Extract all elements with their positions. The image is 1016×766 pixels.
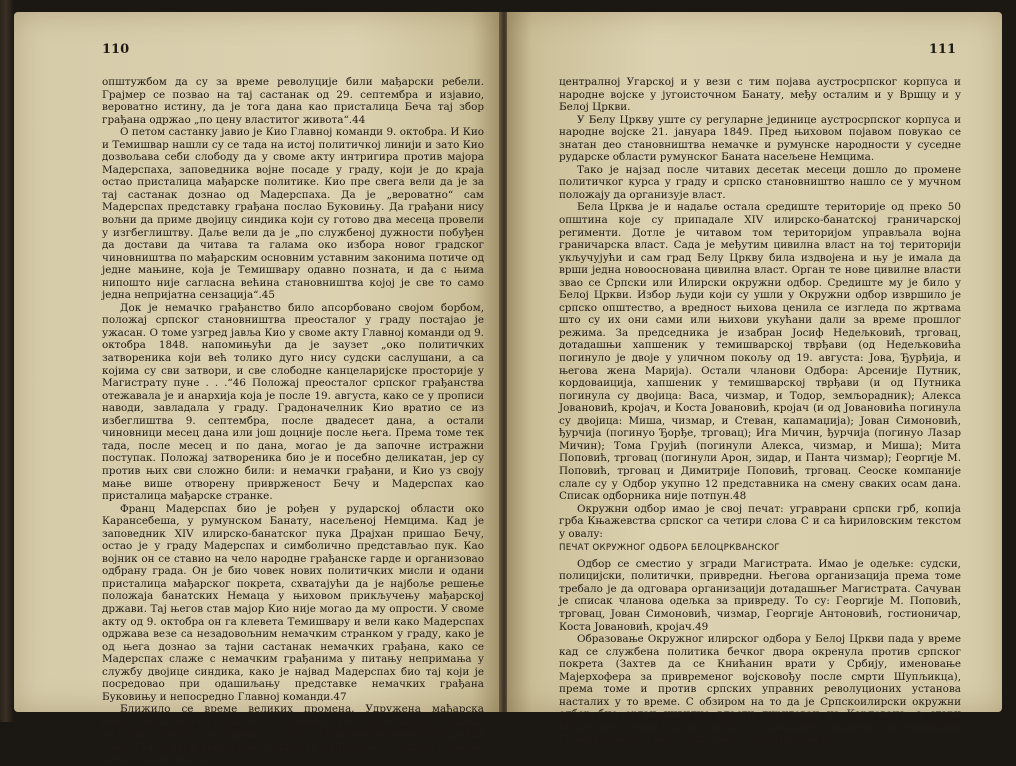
paragraph: У Белу Цркву уште су регуларне јединице аустросрпског корпуса и народне војске 21. јануара 1849. Пред њиховом појавом повукао се знатан део становништва немачке и румунске народности у суседне рударске области румунског Баната насељене Немцима. <box>559 113 961 164</box>
paragraph: О петом састанку јавио је Кио Главној команди 9. октобра. И Кио и Темишвар нашли су се тада на истој политичкој линији и зато Кио дозвољава себи слободу да у своме акту интригира против мајора Мадерспаха, заповедника војне посаде у граду, који је до краја остао присталица мађарске политике. Кио пре свега вели да је за тај састанак дознао од Мадерспаха. Да је „вероватно“ сам Мадерспах представку грађана послао Буковињу. Да грађани нису вољни да приме двојицу синдика који су готово два месеца провели у изгбеглиштву. Даље вели да је „по службеној дужности побуђен да достави да читава та галама око избора новог градског чиновништва по мађарским основним уставним законима потиче од једне мањине, која је Темишвару одавно позната, и да с њима нипошто није сагласна већина становништва којој је све то само једна непријатна сензација“.45 <box>102 126 484 302</box>
stamp-inscription: ПЕЧАТ ОКРУЖНОГ ОДБОРА БЕЛОЦРКВАНСКОГ <box>559 543 780 554</box>
paragraph: Бела Црква је и надаље остала средиште територије од преко 50 општина које су припадале XIV илирско-банатској граничарској регименти. Дотле је читавом том територијом управљала војна граничарска власт. Сада је међутим цивилна власт на тој територији укључујући и сам град Белу Цркву била издвојена и њу је имала да врши једна новоoснована цивилна власт. Орган те нове цивилне власти звао се Српски или Илирски окружни одбор. Средиште му је било у Белој Цркви. Избор људи који су ушли у Окружни одбор извршило је српско општество, а вредност њихова ценила се изгледа по жртвама што су их они сами или њихови укућани дали за време прошлог режима. За председника је изабран Јосиф Недељковић, трговац, дотадашњи хапшеник у темишварској тврђави (од Недељковића погинуло је двоје у уличном покољу од 19. августа: Јова, Ђурђија, и његова жена Марија). Остали чланови Одбора: Арсеније Путник, кордоваиција, хапшеник у темишварској тврђави (и од Путника погинула су двојица: Васа, чизмар, и Тодор, земљорадник); Алекса Јовановић, кројач, и Коста Јовановић, кројач (и од Јовановића погинула су двојица: Миша, чизмар, и Стеван, капамаџија); Јован Симоновић, ђурчија (погинуо Ђорђе, трговац); Ига Мичин, ђурчија (погинуо Лазар Мичин); Тома Грујић (погинули Алекса, чизмар, и Миша); Мита Поповић, трговац (погинули Арон, зидар, и Панта чизмар); Георгије М. Поповић, трговац и Димитрије Поповић, трговац. Сеоске компаније слале су у Одбор укупно 12 представника на смену сваких осам дана. Списак одборника није потпун.48 <box>559 201 961 503</box>
paragraph: Тако је најзад после читавих десетак месеци дошло до промене политичког курса у граду и српско становништво нашло се у мучном положају да организује власт. <box>559 163 961 201</box>
paragraph: Окружни одбор имао је свој печат: уграврани српски грб, копија грба Књажевства српског са четири слова С и са ћириловским текстом у овалу: <box>559 502 961 540</box>
page-number: 110 <box>102 42 130 57</box>
paragraph: општужбом да су за време револуције били мађарски ребели. Грајмер се позвао на тај састанак од 29. септембра и изјавио, вероватно истину, да је тога дана као присталица Беча тај збор грађана одржао „по цену властитог живота“.44 <box>102 76 484 126</box>
paragraph: Ближило се време великих промена. Удружена мађарска револуционa војска у Банату, у децембру 1848, палећи и пустошећи за собом српска села, прешла је пут до Панчева и првих јануарских дана 1849. пред Панчевом доживела свој слом. Следило је њено хитно повлачење ка <box>102 703 484 766</box>
paragraph: Франц Мадерспах био је рођен у рударској области око Карансебеша, у румунском Банату, насељеној Немцима. Кад је заповедник XIV илирско-банатског пука Драјхан пришао Бечу, остао је у граду Мадерспах и симболично представљао пук. Као војник он се ставио на чело народне грађанске гарде и организовао одбрану града. Он је био човек нових политичких мисли и одани присталица мађарског покрета, схватајући да је најбоље решење положаја банатских Немаца у њиховом прикључењу мађарској држави. Тај његов став мајор Кио није могао да му опрости. У своме акту од 9. октобра он га клевета Темишвару и вели како Мадерспах одржава везе са незадовољним немачким странком у граду, како је од њега дознао за тајни састанак немачких грађана, како се Мадерспах слаже с немачким грађанима у питању непримања у службу двојице синдика, како је највад Мадерспах био тај који је посредовао при одашиљању представке немачких грађана Буковињу и непосредно Главној команди.47 <box>102 502 484 703</box>
paragraph: Образовање Окружног илирског одбора у Белој Цркви пада у време кад се службена политика бечког двора окренула против српског покрета (Захтев да се Книћанин врати у Србију, именовање Мајерхофера за привременог војсковођу после смрти Шупљикца), према томе и против српских управних револуционих установа насталих у то време. С обзиром на то да је Српскоилирски окружни одбор био орган цивилне власти диригован из Карловаца, а стари Магистрат војни орган који је припадао управној организацији Границе, било је места одржању обеју тих власти, <box>559 633 961 746</box>
left-page <box>14 12 501 766</box>
left-page-text <box>102 76 484 766</box>
right-page <box>507 12 1002 746</box>
paragraph: Док је немачко грађанство било апсорбовано својом борбом, положај српског становништва преосталог у граду постајао је ужасан. О томе узгред јавља Кио у своме акту Главној команди од 9. октобра 1848. напомињући да је заузет „око политичких затвореника који већ толико дуго нису судски саслушани, а са којима су сви затвори, и све слободне канцеларијске просторије у Магистрату пуне . . .“46 Положај преосталог српског грађанства отежавала је и анархија која је после 19. августа, како се у прописи наводи, завладала у граду. Градоначелник Кио вратио се из избеглиштва 9. септембра, после двадесет дана, а остали чиновници месец дана или још доцније после њега. Према томе тек тада, после месец и по дана, могао је да започне истражни поступак. Положај затвореника био је и посебно деликатан, јер су против њих сви сложно били: и немачки грађани, и Кио уз своју мање више отворену привржeност Бечу и Мадерспах као присталица мађарске странке. <box>102 301 484 503</box>
paragraph: централној Угарској и у вези с тим појава аустросрпског корпуса и народне војске у југоисточном Банату, међу осталим и у Вршцу и у Белој Цркви. <box>559 76 961 114</box>
right-page-text <box>559 76 961 746</box>
paragraph: Одбор се сместио у згради Магистрата. Имао је одељке: судски, полицијски, политички, привредни. Његова организација према томе требало је да одговара организацији дотадашњег Магистрата. Сачуван је списак чланова одељка за привреду. То су: Георгије М. Поповић, трговац, Јован Симоновић, чизмар, Георгије Антоновић, гостионичар, Коста Јовановић, кројач.49 <box>559 557 961 633</box>
page-number: 111 <box>928 42 956 57</box>
